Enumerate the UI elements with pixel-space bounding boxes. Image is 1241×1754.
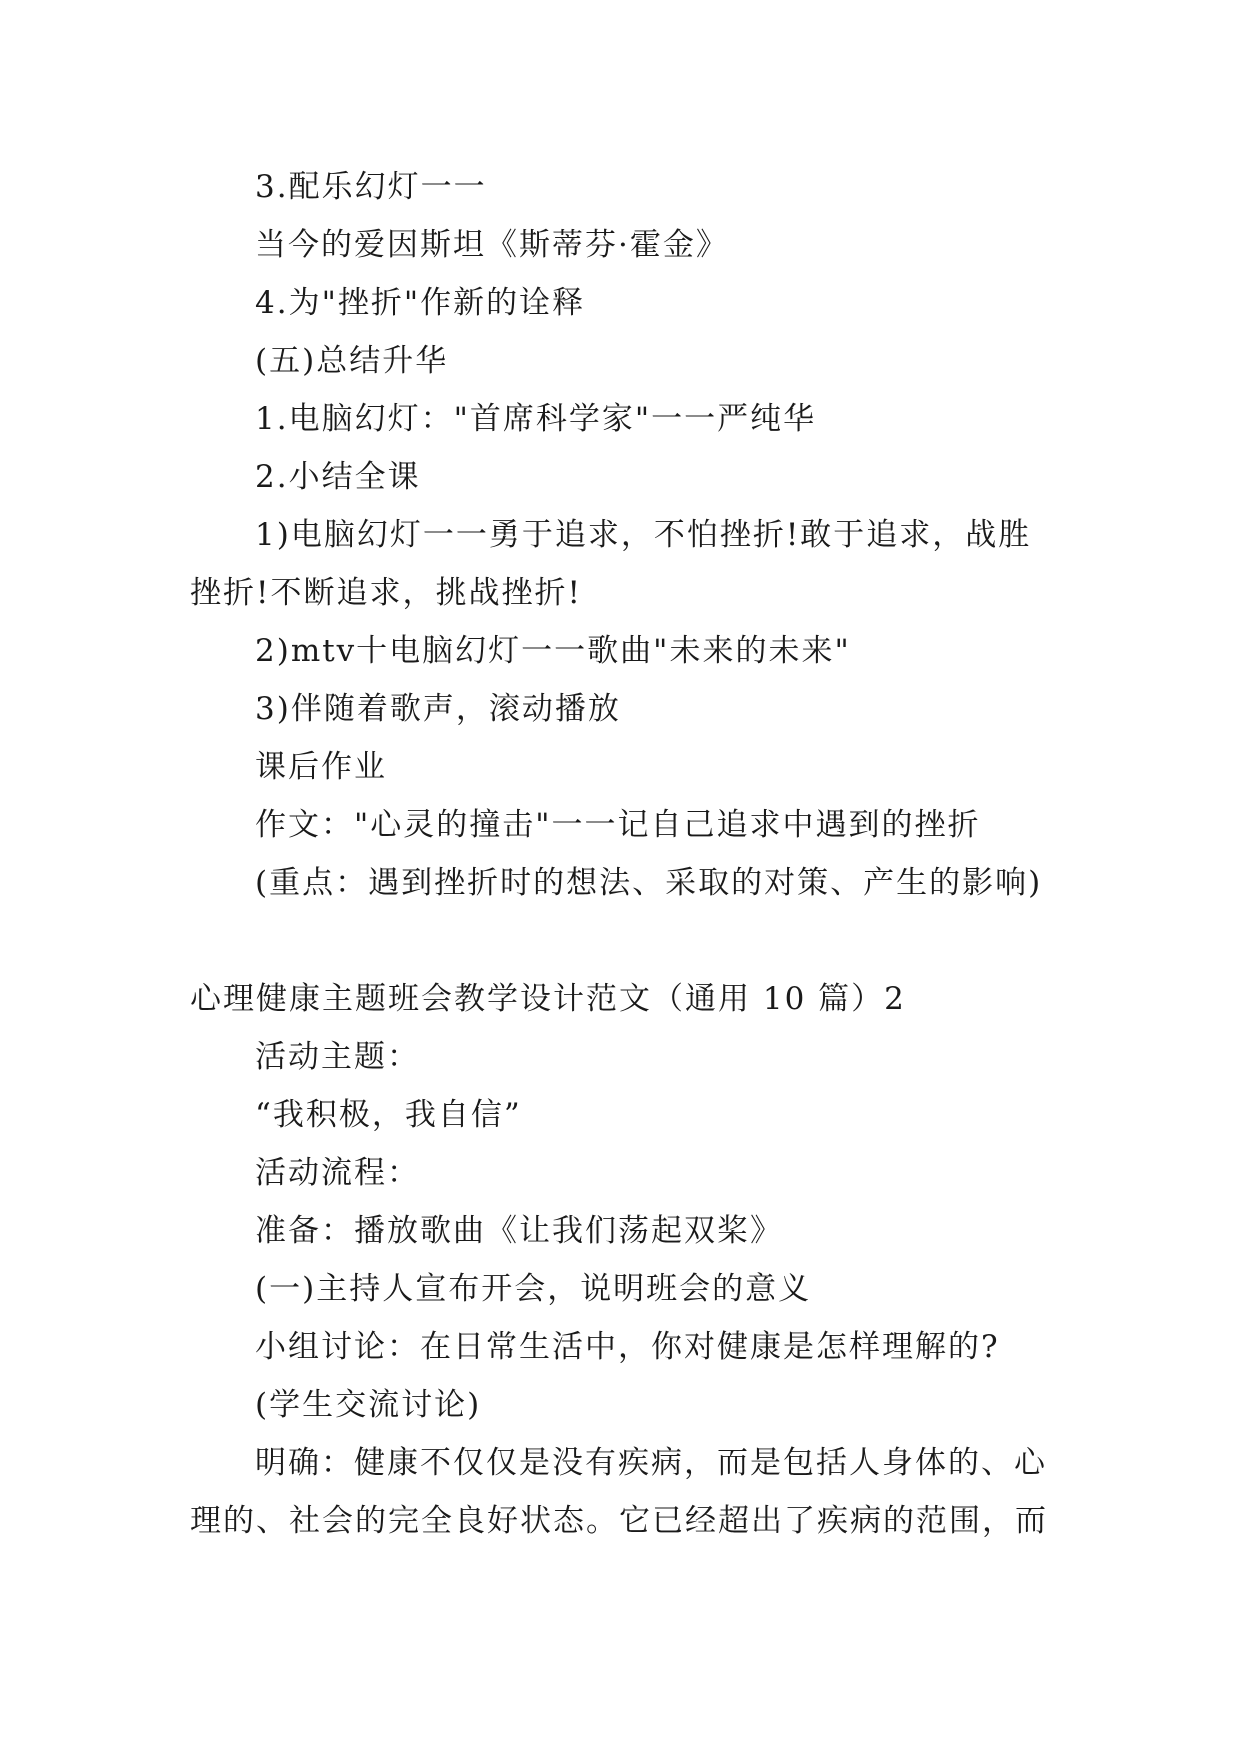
text-line: 小组讨论：在日常生活中，你对健康是怎样理解的? (255, 1329, 1000, 1365)
text-line: 活动流程： (255, 1155, 420, 1191)
text-line: 当今的爱因斯坦《斯蒂芬·霍金》 (255, 227, 729, 263)
text-line: 理的、社会的完全良好状态。它已经超出了疾病的范围，而 (190, 1503, 1048, 1539)
text-line: 1)电脑幻灯一一勇于追求，不怕挫折!敢于追求，战胜 (255, 517, 1032, 553)
text-line: 作文："心灵的撞击"一一记自己追求中遇到的挫折 (255, 807, 981, 843)
text-line: 4.为"挫折"作新的诠释 (255, 285, 586, 321)
text-line: 3)伴随着歌声，滚动播放 (255, 691, 621, 727)
text-line: 2.小结全课 (255, 459, 421, 495)
text-line: 挫折!不断追求，挑战挫折! (190, 575, 582, 611)
text-line: 课后作业 (255, 749, 387, 785)
text-line: 明确：健康不仅仅是没有疾病，而是包括人身体的、心 (255, 1445, 1047, 1481)
text-line: (一)主持人宣布开会，说明班会的意义 (255, 1271, 812, 1307)
text-line: “我积极，我自信” (255, 1097, 522, 1133)
text-line: 1.电脑幻灯："首席科学家"一一严纯华 (255, 401, 817, 437)
text-line: 3.配乐幻灯一一 (255, 169, 487, 205)
text-line: 准备：播放歌曲《让我们荡起双桨》 (255, 1213, 783, 1249)
section-title: 心理健康主题班会教学设计范文（通用 10 篇）2 (190, 981, 906, 1017)
text-line: (重点：遇到挫折时的想法、采取的对策、产生的影响) (255, 865, 1043, 901)
text-line: (五)总结升华 (255, 343, 449, 379)
text-line: 活动主题： (255, 1039, 420, 1075)
text-line: 2)mtv十电脑幻灯一一歌曲"未来的未来" (255, 633, 851, 669)
text-line: (学生交流讨论) (255, 1387, 482, 1423)
